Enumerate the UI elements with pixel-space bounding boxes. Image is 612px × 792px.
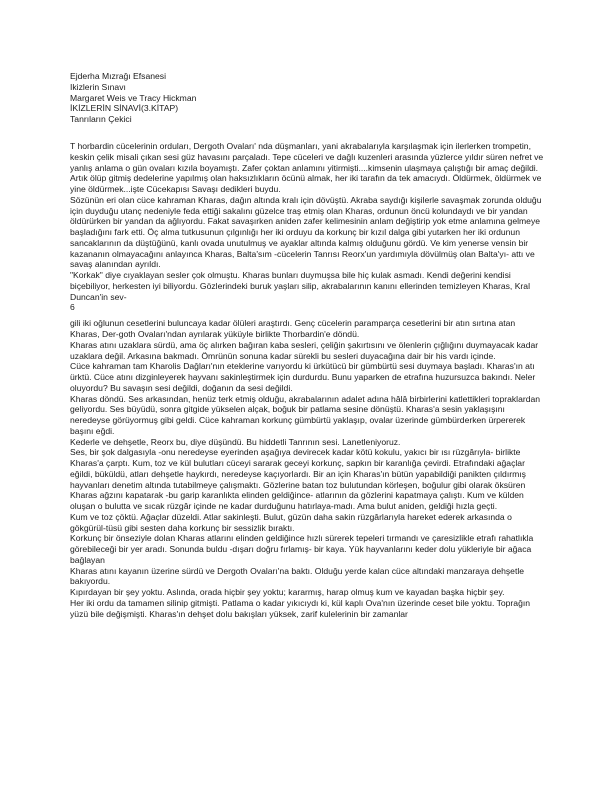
- book-title: Ikizlerin Sınavı: [70, 81, 126, 92]
- authors: Margaret Weis ve Tracy Hickman: [70, 92, 197, 103]
- paragraph: Kederle ve dehşetle, Reorx bu, diye düşündü. Bu hiddetli Tanrının sesi. Lanetleniyoruz.: [70, 436, 401, 447]
- paragraph: Kharas atını uzaklara sürdü, ama öç alırken bağıran kaba sesleri, çeliğin şakırtısını ve ölenlerin çığlığını duymayacak kadar uzaklara değil. Arkasına bakmadı. Ömrünün sonuna kadar sürekli bu sesleri duyacağına dair bir his vardı içinde.: [70, 339, 539, 361]
- paragraph: Ses, bir şok dalgasıyla -onu neredeyse eyerinden aşağıya devirecek kadar kötü kokulu, yakıcı bir ısı rüzgârıyla- birlikte Kharas'a çarptı. Kum, toz ve kül bulutları cüceyi sararak geceyi korkunç, sapkın bir karanlığa çevirdi. Etrafındaki ağaçlar eğildi, büküldü, atları dehşetle haykırdı, neredeyse kaçıyorlardı. Bir an için Kharas'ın bütün yapabildiği panikten çıldırmış hayvanları denetim altında tutabilmeye çalışmaktı. Gözlerine batan toz bulutundan körleşen, boğulur gibi olarak öksüren Kharas ağzını kapatarak -bu garip karanlıkta elinden geldiğince- atlarının da gözlerini kapatmaya çalıştı. Kum ve külden oluşan o bulutta ve sıcak rüzgâr içinde ne kadar durduğunu hatırlaya-madı. Ama bulut aniden, geldiği hızla geçti.: [70, 447, 526, 511]
- paragraph: Kharas atını kayanın üzerine sürdü ve Dergoth Ovaları'na baktı. Olduğu yerde kalan cüce altındaki manzaraya dehşetle bakıyordu.: [70, 565, 525, 587]
- book-title-upper: İKİZLERİN SİNAVİ(3.KİTAP): [70, 103, 179, 114]
- series-title: Ejderha Mızrağı Efsanesi: [70, 71, 167, 81]
- paragraph: "Korkak" diye cıyaklayan sesler çok olmuştu. Kharas bunları duymuşsa bile hiç kulak asmadı. Kendi değerini kendisi biçebiliyor, herkesten iyi biliyordu. Gözlerindeki buruk yaşları silip, akrabalarının kanını ellerinden temizleyen Kharas, Kral Duncan'in sev-: [70, 270, 530, 302]
- paragraph: Kum ve toz çöktü. Ağaçlar düzeldi. Atlar sakinleşti. Bulut, güzün daha sakin rüzgârlarıyla hareket ederek arkasında o gökgürül-tüsü gibi sesten daha korkunç bir sessizlik bıraktı.: [70, 511, 512, 533]
- paragraph: Kharas döndü. Ses arkasından, henüz terk etmiş olduğu, akrabalarının adalet adına hâlâ birbirlerini katlettikleri topraklardan geliyordu. Ses büyüdü, sonra gitgide yükselen alçak, boğuk bir patlama sesine dönüştü. Kharas'a sesin yaklaşışını neredeyse görüyormuş gibi geldi. Cüce kahraman korkunç gümbürtü yaklaşıp, ovalar üzerinde gümbürderken ürpererek başını eğdi.: [70, 393, 541, 436]
- paragraph: Kıpırdayan bir şey yoktu. Aslında, orada hiçbir şey yoktu; kararmış, harap olmuş kum ve kayadan başka hiçbir şey.: [70, 587, 505, 597]
- paragraph: Cüce kahraman tam Kharolis Dağları'nın eteklerine varıyordu ki ürkütücü bir gümbürtü sesi duymaya başladı. Kharas'ın atı ürktü. Cüce atını dizginleyerek hayvanı sakinleştirmek için durdurdu. Bunu yaparken de etrafına huzursuzca bakındı. Neler oluyordu? Bu savaşın sesi değildi, doğanın da sesi değildi.: [70, 361, 536, 393]
- paragraph: gili iki oğlunun cesetlerini bulunca​ya kadar ölüleri araştırdı. Genç cücelerin paramparça cesetlerini bir atın sırtına atan Kharas, Der-goth Ovaları'ndan ayrılarak yüküyle birlikte Thorbardin'e döndü.: [70, 318, 516, 339]
- paragraph: T horbardin cücelerinin orduları, Dergoth Ovaları' nda düşmanları, yani akrabalarıyla karşılaşmak için ilerlerken trompetin, keskin çelik misali çıkan sesi güz havasını parçaladı. Tepe cüceleri ve dağlı kuzenleri arasında yüzlerce yıldır süren nefret ve yanlış anlama o gün ovaları kızıla boyamıştı. Zafer çoktan anlamını yitirmişti....kimsenin ulaşmaya çalıştığı bir amaç değildi. Artık ölüp gitmiş dedelerine yapılmış olan haksızlıkların öcünü almak, her iki tarafın da tek amacıydı. Öldürmek, öldürmek ve yine öldürmek...işte Cücekapısı Savaşı dedikleri buydu.: [70, 141, 544, 194]
- paragraph: Sözünün eri olan cüce kahraman Kharas, dağın altında kralı için dövüştü. Akraba saydığı kişilerle savaşmak zorunda olduğu için duyduğu utanç nedeniyle feda ettiği sakalını güzelce traş etmiş olan Kharas, ordunun öncü kolundaydı ve bir yandan öldürürken bir yandan da ağlıyordu. Fakat savaşırken aniden zafer kelimesinin anlam değiştirip yok etme anlamına gelmeye başladığını fark etti. Öç alma tutkusunun çılgınlığı her iki orduyu da korkunç bir kızıl dalga gibi yutarken her iki ordunun sancaklarının da düştüğünü, kanlı ovada unutulmuş ve ayaklar altında kalmış olduğunu gördü. Ve kim yenerse vensin bir kazananın olmayacağını anlayınca Kharas, Balta'sım -cücelerin Tanrısı Reorx'un yardımıyla dövülmüş olan Balta'yı- attı ve savaş alanından ayrıldı.: [70, 194, 542, 270]
- chapter-title: Tanrıların Çekici: [70, 114, 132, 124]
- page-number: 6: [70, 302, 75, 313]
- document-header: [70, 71, 550, 125]
- paragraph: Korkunç bir önseziyle dolan Kharas atlarını elinden geldiğince hızlı sürerek tepeleri tırmandı ve çaresizlikle etrafı rahatlıkla görebileceği bir yer aradı. Sonunda buldu -dışarı doğru fırlamış- bir kaya. Yük hayvanlarını keder dolu yükleriyle bir ağaca bağlayan: [70, 533, 534, 565]
- paragraph: Her iki ordu da tamamen silinip gitmişti. Patlama o kadar yıkıcıydı ki, kül kaplı Ova'nın üzerinde ceset bile yoktu. Toprağın yüzü bile değişmişti. Kharas'ın dehşet dolu bakışları yüksek, zarif kulelerinin bir zamanlar: [70, 597, 531, 619]
- document-body: [70, 141, 546, 619]
